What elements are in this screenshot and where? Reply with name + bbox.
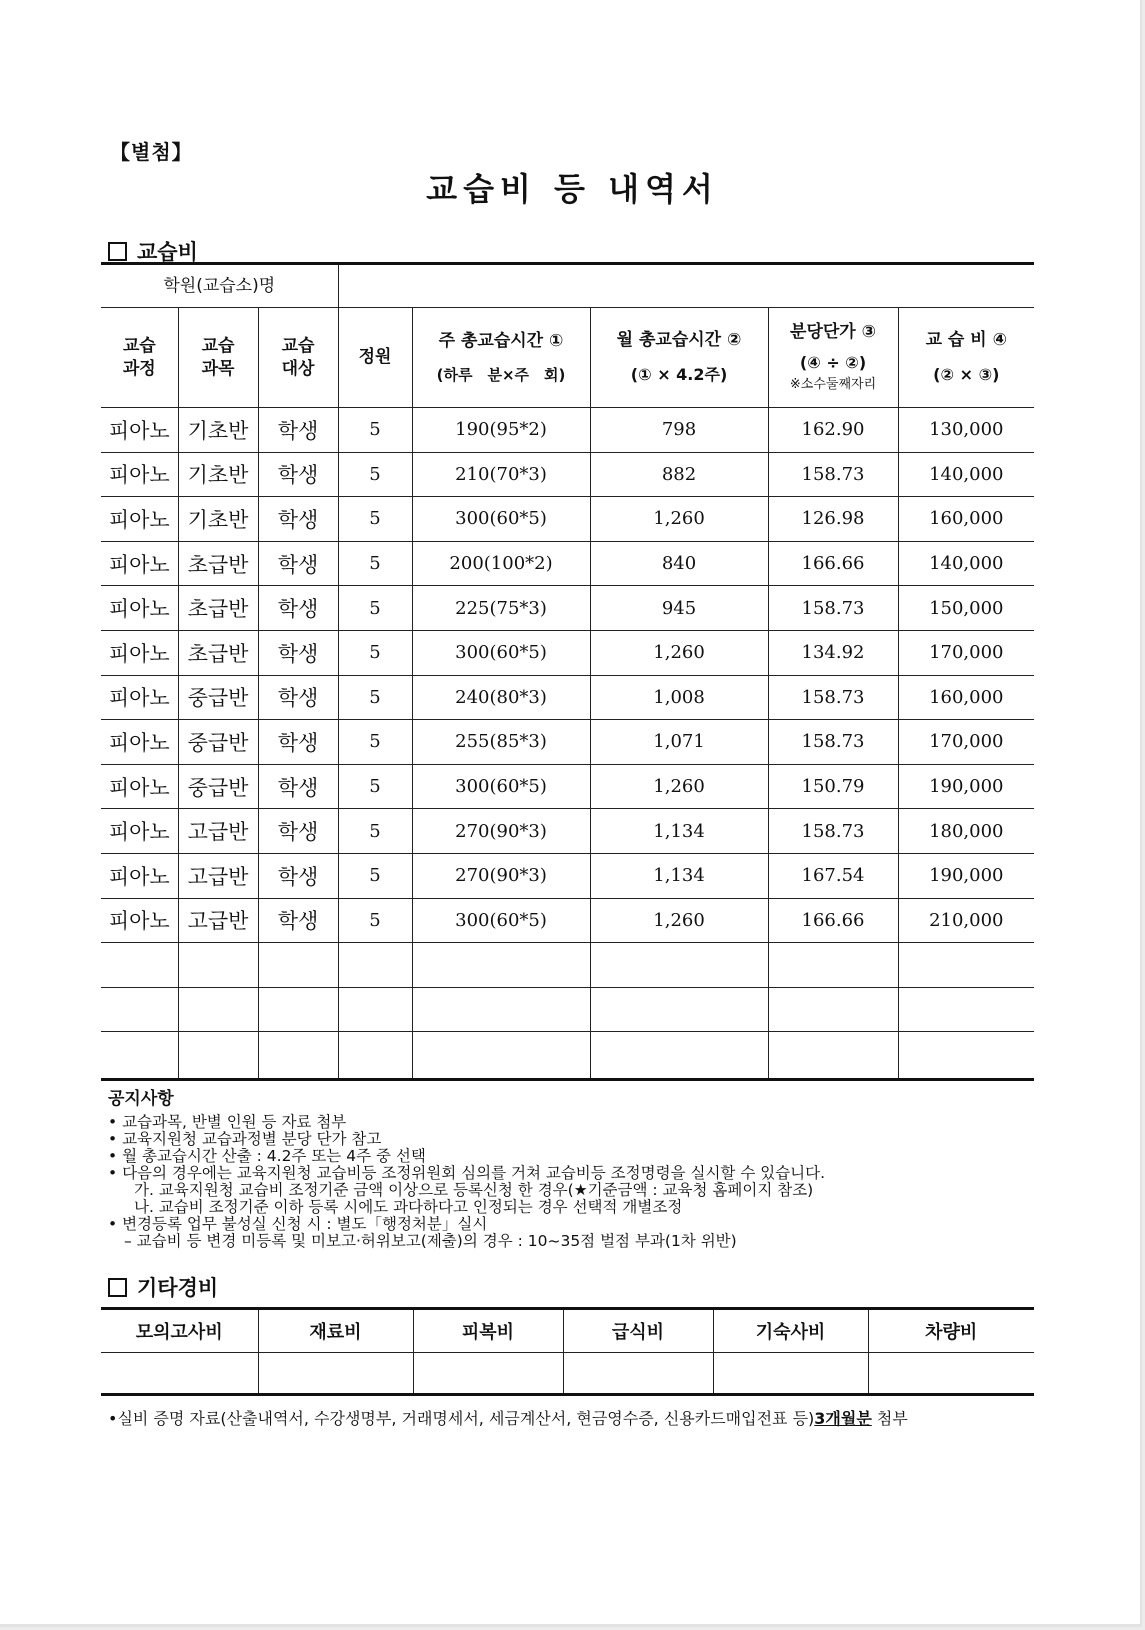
- subject-cell: 기초반: [178, 452, 258, 497]
- monthly-hours-cell: 840: [590, 541, 768, 586]
- target-cell: 학생: [258, 497, 338, 542]
- capacity-cell: 5: [338, 497, 412, 542]
- target-cell: 학생: [258, 675, 338, 720]
- unit-price-cell: 162.90: [768, 408, 898, 453]
- empty-cell[interactable]: [768, 987, 898, 1032]
- monthly-hours-cell: 798: [590, 408, 768, 453]
- header-weekly-hours: 주 총교습시간 ① (하루 분×주 회): [412, 308, 590, 408]
- monthly-hours-cell: 945: [590, 586, 768, 631]
- target-cell: 학생: [258, 408, 338, 453]
- other-expenses-table: [101, 1307, 1034, 1396]
- unit-price-cell: 126.98: [768, 497, 898, 542]
- subject-cell: 고급반: [178, 853, 258, 898]
- empty-cell[interactable]: [338, 1032, 412, 1080]
- tuition-fee-cell: 190,000: [898, 764, 1034, 809]
- weekly-hours-cell: 270(90*3): [412, 853, 590, 898]
- tuition-fee-cell: 140,000: [898, 541, 1034, 586]
- course-cell: 피아노: [101, 408, 178, 453]
- unit-price-cell: 167.54: [768, 853, 898, 898]
- empty-cell[interactable]: [590, 987, 768, 1032]
- target-cell: 학생: [258, 764, 338, 809]
- monthly-hours-cell: 1,260: [590, 497, 768, 542]
- empty-cell[interactable]: [178, 943, 258, 988]
- target-cell: 학생: [258, 452, 338, 497]
- tuition-table: [101, 262, 1034, 1081]
- course-cell: 피아노: [101, 809, 178, 854]
- empty-row: [101, 943, 1034, 988]
- course-cell: 피아노: [101, 898, 178, 943]
- table-row: [101, 809, 1034, 854]
- section-other-label: 기타경비: [137, 1276, 219, 1300]
- table-row: [101, 764, 1034, 809]
- empty-cell[interactable]: [338, 987, 412, 1032]
- capacity-cell: 5: [338, 853, 412, 898]
- header-unit-price: 분당단가 ③ (④ ÷ ②) ※소수둘째자리: [768, 308, 898, 408]
- monthly-hours-cell: 1,008: [590, 675, 768, 720]
- monthly-hours-cell: 1,071: [590, 720, 768, 765]
- table-row: [101, 630, 1034, 675]
- capacity-cell: 5: [338, 809, 412, 854]
- course-cell: 피아노: [101, 764, 178, 809]
- header-dormitory-fee: 기숙사비: [713, 1309, 868, 1353]
- course-cell: 피아노: [101, 675, 178, 720]
- table-row: [101, 586, 1034, 631]
- vehicle-fee-cell[interactable]: [868, 1353, 1034, 1395]
- notice-item: • 월 총교습시간 산출 : 4.2주 또는 4주 중 선택: [108, 1147, 426, 1165]
- empty-cell[interactable]: [898, 1032, 1034, 1080]
- tuition-fee-cell: 130,000: [898, 408, 1034, 453]
- subject-cell: 고급반: [178, 809, 258, 854]
- empty-cell[interactable]: [101, 987, 178, 1032]
- weekly-hours-cell: 240(80*3): [412, 675, 590, 720]
- unit-price-cell: 150.79: [768, 764, 898, 809]
- empty-cell[interactable]: [258, 987, 338, 1032]
- header-target: 교습 대상: [258, 308, 338, 408]
- tuition-fee-cell: 140,000: [898, 452, 1034, 497]
- material-fee-cell[interactable]: [258, 1353, 413, 1395]
- subject-cell: 중급반: [178, 720, 258, 765]
- unit-price-cell: 158.73: [768, 809, 898, 854]
- tuition-fee-cell: 170,000: [898, 720, 1034, 765]
- footer-note: •실비 증명 자료(산출내역서, 수강생명부, 거래명세서, 세금계산서, 현금영수증, 신용카드매입전표 등)3개월분 첨부: [108, 1409, 908, 1428]
- notice-list: [108, 1114, 825, 1250]
- weekly-hours-cell: 190(95*2): [412, 408, 590, 453]
- course-cell: 피아노: [101, 630, 178, 675]
- capacity-cell: 5: [338, 586, 412, 631]
- capacity-cell: 5: [338, 675, 412, 720]
- capacity-cell: 5: [338, 764, 412, 809]
- tuition-fee-cell: 150,000: [898, 586, 1034, 631]
- dormitory-fee-cell[interactable]: [713, 1353, 868, 1395]
- course-cell: 피아노: [101, 586, 178, 631]
- header-mock-exam-fee: 모의고사비: [101, 1309, 258, 1353]
- course-cell: 피아노: [101, 497, 178, 542]
- course-cell: 피아노: [101, 720, 178, 765]
- subject-cell: 기초반: [178, 408, 258, 453]
- weekly-hours-cell: 300(60*5): [412, 497, 590, 542]
- table-row: [101, 853, 1034, 898]
- course-cell: 피아노: [101, 853, 178, 898]
- target-cell: 학생: [258, 586, 338, 631]
- capacity-cell: 5: [338, 541, 412, 586]
- target-cell: 학생: [258, 541, 338, 586]
- checkbox-square-icon: [108, 242, 127, 261]
- weekly-hours-cell: 225(75*3): [412, 586, 590, 631]
- monthly-hours-cell: 1,260: [590, 764, 768, 809]
- subject-cell: 초급반: [178, 541, 258, 586]
- meal-fee-cell[interactable]: [563, 1353, 713, 1395]
- tuition-fee-cell: 160,000: [898, 497, 1034, 542]
- empty-cell[interactable]: [258, 1032, 338, 1080]
- checkbox-square-icon: [108, 1278, 127, 1297]
- monthly-hours-cell: 1,134: [590, 853, 768, 898]
- tuition-fee-cell: 190,000: [898, 853, 1034, 898]
- weekly-hours-cell: 255(85*3): [412, 720, 590, 765]
- table-row: [101, 675, 1034, 720]
- unit-price-cell: 166.66: [768, 898, 898, 943]
- unit-price-cell: 158.73: [768, 675, 898, 720]
- empty-row: [101, 1032, 1034, 1080]
- capacity-cell: 5: [338, 720, 412, 765]
- subject-cell: 초급반: [178, 630, 258, 675]
- empty-cell[interactable]: [178, 1032, 258, 1080]
- header-capacity: 정원: [338, 308, 412, 408]
- monthly-hours-cell: 882: [590, 452, 768, 497]
- tuition-fee-cell: 210,000: [898, 898, 1034, 943]
- notice-item: • 다음의 경우에는 교육지원청 교습비등 조정위원회 심의를 거쳐 교습비등 조정명령을 실시할 수 있습니다.: [108, 1164, 826, 1182]
- weekly-hours-cell: 300(60*5): [412, 898, 590, 943]
- notice-item: • 교습과목, 반별 인원 등 자료 첨부: [108, 1113, 347, 1131]
- empty-cell[interactable]: [768, 1032, 898, 1080]
- empty-cell[interactable]: [412, 943, 590, 988]
- target-cell: 학생: [258, 809, 338, 854]
- subject-cell: 초급반: [178, 586, 258, 631]
- empty-cell[interactable]: [898, 987, 1034, 1032]
- target-cell: 학생: [258, 720, 338, 765]
- academy-name-field[interactable]: [338, 264, 1034, 308]
- weekly-hours-cell: 300(60*5): [412, 764, 590, 809]
- table-row: [101, 898, 1034, 943]
- notice-title: 공지사항: [108, 1089, 174, 1109]
- weekly-hours-cell: 210(70*3): [412, 452, 590, 497]
- empty-cell[interactable]: [590, 943, 768, 988]
- empty-cell[interactable]: [898, 943, 1034, 988]
- empty-row: [101, 987, 1034, 1032]
- notice-subitem: 가. 교육지원청 교습비 조정기준 금액 이상으로 등록신청 한 경우(★기준금액 : 교육청 홈페이지 참조): [134, 1181, 814, 1199]
- empty-cell[interactable]: [768, 943, 898, 988]
- empty-cell[interactable]: [101, 943, 178, 988]
- monthly-hours-cell: 1,260: [590, 630, 768, 675]
- empty-cell[interactable]: [338, 943, 412, 988]
- header-tuition-fee: 교 습 비 ④ (② × ③): [898, 308, 1034, 408]
- notice-subitem: – 교습비 등 변경 미등록 및 미보고·허위보고(제출)의 경우 : 10~35점 벌점 부과(1차 위반): [124, 1232, 737, 1250]
- unit-price-cell: 158.73: [768, 586, 898, 631]
- weekly-hours-cell: 200(100*2): [412, 541, 590, 586]
- unit-price-cell: 158.73: [768, 452, 898, 497]
- empty-cell[interactable]: [101, 1032, 178, 1080]
- empty-cell[interactable]: [258, 943, 338, 988]
- weekly-hours-cell: 300(60*5): [412, 630, 590, 675]
- table-row: [101, 720, 1034, 765]
- section-tuition-label: 교습비: [137, 240, 198, 264]
- target-cell: 학생: [258, 853, 338, 898]
- mock-exam-fee-cell[interactable]: [101, 1353, 258, 1395]
- notice-item: • 변경등록 업무 불성실 신청 시 : 별도「행정처분」실시: [108, 1215, 488, 1233]
- subject-cell: 중급반: [178, 675, 258, 720]
- unit-price-cell: 134.92: [768, 630, 898, 675]
- subject-cell: 중급반: [178, 764, 258, 809]
- section-other-expenses: [108, 1272, 218, 1302]
- header-subject: 교습 과목: [178, 308, 258, 408]
- tuition-fee-cell: 160,000: [898, 675, 1034, 720]
- empty-cell[interactable]: [178, 987, 258, 1032]
- header-vehicle-fee: 차량비: [868, 1309, 1034, 1353]
- tuition-fee-cell: 180,000: [898, 809, 1034, 854]
- header-course: 교습 과정: [101, 308, 178, 408]
- notice-item: • 교육지원청 교습과정별 분당 단가 참고: [108, 1130, 382, 1148]
- page-title: 교습비 등 내역서: [426, 170, 719, 208]
- header-monthly-hours: 월 총교습시간 ② (① × 4.2주): [590, 308, 768, 408]
- header-uniform-fee: 피복비: [413, 1309, 563, 1353]
- academy-name-label: 학원(교습소)명: [101, 264, 338, 308]
- empty-cell[interactable]: [412, 987, 590, 1032]
- target-cell: 학생: [258, 630, 338, 675]
- tuition-fee-cell: 170,000: [898, 630, 1034, 675]
- target-cell: 학생: [258, 898, 338, 943]
- capacity-cell: 5: [338, 898, 412, 943]
- unit-price-cell: 166.66: [768, 541, 898, 586]
- unit-price-cell: 158.73: [768, 720, 898, 765]
- table-row: [101, 541, 1034, 586]
- weekly-hours-cell: 270(90*3): [412, 809, 590, 854]
- capacity-cell: 5: [338, 408, 412, 453]
- notice-subitem: 나. 교습비 조정기준 이하 등록 시에도 과다하다고 인정되는 경우 선택적 개별조정: [134, 1198, 683, 1216]
- capacity-cell: 5: [338, 630, 412, 675]
- table-row: [101, 408, 1034, 453]
- header-meal-fee: 급식비: [563, 1309, 713, 1353]
- monthly-hours-cell: 1,134: [590, 809, 768, 854]
- attachment-label: 【별첨】: [110, 140, 193, 164]
- table-row: [101, 497, 1034, 542]
- table-row: [101, 452, 1034, 497]
- subject-cell: 기초반: [178, 497, 258, 542]
- course-cell: 피아노: [101, 541, 178, 586]
- monthly-hours-cell: 1,260: [590, 898, 768, 943]
- subject-cell: 고급반: [178, 898, 258, 943]
- capacity-cell: 5: [338, 452, 412, 497]
- empty-cell[interactable]: [590, 1032, 768, 1080]
- course-cell: 피아노: [101, 452, 178, 497]
- empty-cell[interactable]: [412, 1032, 590, 1080]
- uniform-fee-cell[interactable]: [413, 1353, 563, 1395]
- header-material-fee: 재료비: [258, 1309, 413, 1353]
